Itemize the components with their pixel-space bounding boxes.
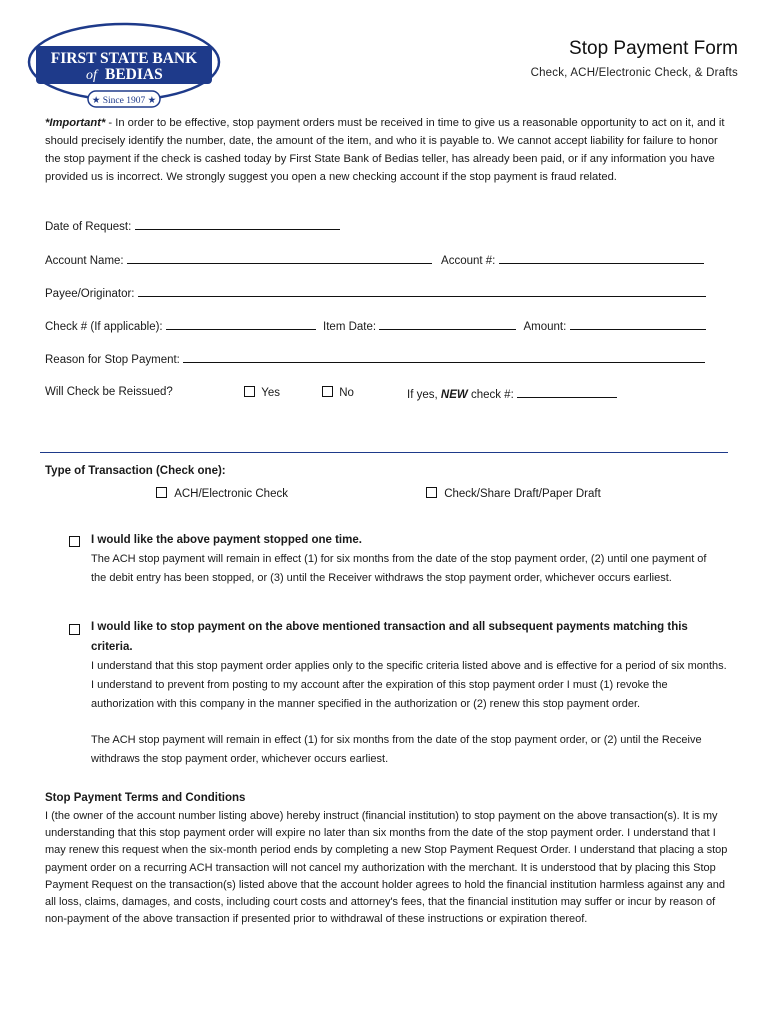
- account-name-field[interactable]: [127, 252, 432, 264]
- date-of-request-row: [45, 218, 340, 233]
- account-number-field[interactable]: [499, 252, 704, 264]
- reissued-no-checkbox[interactable]: [322, 386, 333, 397]
- important-notice: [45, 114, 725, 186]
- important-text: - In order to be effective, stop payment orders must be received in time to give us a reasonable opportunity to act on it, and it should precisely identify the number, date, the amount of the item, and who it is payable to. We cannot accept liability for failure to honor the stop payment if the check is cashed today by First State Bank of Bedias teller, has already been paid, or if any information you have provided us is incorrect. We strongly suggest you open a new checking account if the stop payment is fraud related.: [45, 117, 725, 183]
- subsequent-title-line1: I would like to stop payment on the above mentioned transaction and all subsequent payments matching this: [91, 621, 688, 633]
- check-share-label: Check/Share Draft/Paper Draft: [444, 488, 601, 500]
- section-divider: [40, 452, 728, 453]
- one-time-title: I would like the above payment stopped one time.: [91, 534, 362, 546]
- subsequent-title-line2: criteria.: [91, 641, 133, 653]
- logo-since: ★ Since 1907 ★: [91, 96, 157, 106]
- reissued-row: [45, 386, 173, 398]
- reissued-yes-checkbox[interactable]: [244, 386, 255, 397]
- transaction-type-title: Type of Transaction (Check one):: [45, 465, 226, 477]
- item-date-field[interactable]: [379, 318, 516, 330]
- bank-logo-emblem: [26, 20, 222, 110]
- reason-label: Reason for Stop Payment:: [45, 354, 180, 366]
- new-check-new: NEW: [440, 389, 468, 401]
- reissued-no-option[interactable]: [322, 386, 354, 399]
- subsequent-option[interactable]: [69, 621, 80, 639]
- item-date-label: Item Date:: [323, 321, 377, 333]
- check-share-option[interactable]: [426, 487, 601, 500]
- check-number-label: Check # (If applicable):: [45, 321, 163, 333]
- bank-logo: [26, 20, 222, 110]
- account-number-label: Account #:: [441, 255, 496, 267]
- ach-option[interactable]: [156, 487, 288, 500]
- subsequent-text-1: I understand that this stop payment order applies only to the specific criteria listed above and is effective for a period of six months. I understand to prevent from posting to my account after the expiration of this stop payment order I must (1) revoke the authorization with this company in the manner specified in the authorization or (2) renew this stop payment order.: [91, 660, 727, 710]
- page-subtitle: Check, ACH/Electronic Check, & Drafts: [530, 67, 738, 79]
- reissued-yes-label: Yes: [261, 387, 280, 399]
- subsequent-checkbox[interactable]: [69, 624, 80, 635]
- reissued-label: Will Check be Reissued?: [45, 386, 173, 398]
- payee-field[interactable]: [138, 285, 706, 297]
- reason-field[interactable]: [183, 351, 705, 363]
- account-row: [45, 252, 704, 267]
- reissued-no-label: No: [339, 387, 354, 399]
- logo-line1: FIRST STATE BANK: [50, 50, 198, 67]
- important-label: *Important*: [45, 117, 106, 129]
- logo-line2: BEDIAS: [105, 66, 163, 83]
- logo-of: of: [86, 68, 97, 83]
- one-time-option[interactable]: [69, 533, 80, 551]
- payee-label: Payee/Originator:: [45, 288, 135, 300]
- reissued-yes-option[interactable]: [244, 386, 280, 399]
- terms-text: I (the owner of the account number listing above) hereby instruct (financial institution) to stop payment on the above transaction(s). It is my understanding that this stop payment order will expire no later than six months from the date of the stop payment order. I understand that I may renew this request when the six-month period ends by completing a new Stop Payment Request Order. I understand that placing a stop payment order on a recurring ACH transaction will not cancel my authorization with the merchant. It is understood that by placing this Stop Payment Request on the transaction(s) listed above that the account holder agrees to hold the financial institution harmless against any and all loss, claims, damages, and costs, including court costs and attorney's fees, that the financial institution may suffer or incur by reason of non-payment of the above transaction if presented prior to withdrawal of these instructions or expiration thereof.: [45, 810, 728, 926]
- date-of-request-field[interactable]: [135, 218, 340, 230]
- new-check-field[interactable]: [517, 386, 617, 398]
- terms-title: Stop Payment Terms and Conditions: [45, 792, 246, 804]
- subsequent-text-2: The ACH stop payment will remain in effect (1) for six months from the date of the stop payment order, or (2) until the Receive withdraws the stop payment order, whichever occurs earliest.: [91, 734, 702, 765]
- check-number-field[interactable]: [166, 318, 316, 330]
- amount-field[interactable]: [570, 318, 706, 330]
- date-of-request-label: Date of Request:: [45, 221, 132, 233]
- check-details-row: [45, 318, 706, 333]
- ach-label: ACH/Electronic Check: [174, 488, 288, 500]
- ach-checkbox[interactable]: [156, 487, 167, 498]
- account-name-label: Account Name:: [45, 255, 124, 267]
- payee-row: [45, 285, 706, 300]
- amount-label: Amount:: [523, 321, 567, 333]
- one-time-checkbox[interactable]: [69, 536, 80, 547]
- new-check-suffix: check #:: [470, 389, 514, 401]
- reason-row: [45, 351, 705, 366]
- one-time-text: The ACH stop payment will remain in effect (1) for six months from the date of the stop payment order, (2) until one payment of the debit entry has been stopped, or (3) until the Receiver withdraws the stop payment order, whichever occurs earliest.: [91, 553, 707, 584]
- page-title: Stop Payment Form: [569, 38, 738, 59]
- new-check-row: [407, 386, 617, 401]
- new-check-prefix: If yes,: [407, 389, 438, 401]
- check-share-checkbox[interactable]: [426, 487, 437, 498]
